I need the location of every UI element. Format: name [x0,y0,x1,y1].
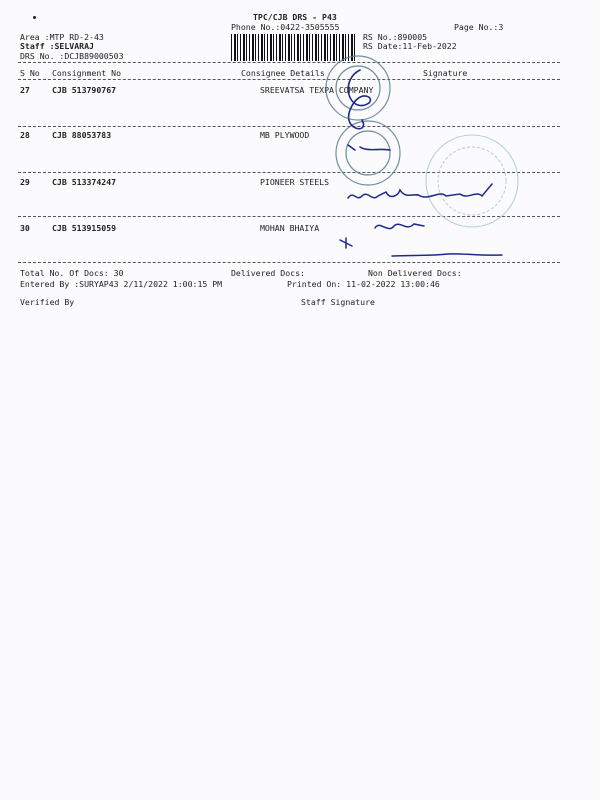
page-number: Page No.:3 [454,22,504,32]
document-title: TPC/CJB DRS - P43 [253,12,337,22]
rs-number: RS No.:890005 [363,32,428,42]
staff-signature: Staff Signature [301,297,375,307]
col-signature: Signature [423,68,468,78]
row-consignment: CJB 513374247 [52,177,117,187]
stamps-and-signatures [320,50,530,270]
staff-label: Staff :SELVARAJ [20,41,94,51]
row-consignment: CJB 88053783 [52,130,112,140]
phone-number: Phone No.:0422-3505555 [231,22,340,32]
row-sno: 29 [20,177,30,187]
entered-by: Entered By :SURYAP43 2/11/2022 1:00:15 PM [20,279,223,289]
row-consignment: CJB 513790767 [52,85,117,95]
handwritten-signature-icon [340,184,502,256]
row-sno: 28 [20,130,30,140]
printed-on: Printed On: 11-02-2022 13:00:46 [287,279,440,289]
row-sno: 30 [20,223,30,233]
row-consignee: PIONEER STEELS [260,177,330,187]
drs-number: DRS No. :DCJB89000503 [20,51,124,61]
speck [33,16,36,19]
col-consignment: Consignment No [52,68,122,78]
non-delivered-docs: Non Delivered Docs: [368,268,462,278]
col-consignee: Consignee Details [241,68,325,78]
area-label: Area :MTP RD-2-43 [20,32,104,42]
row-consignee: MOHAN BHAIYA [260,223,320,233]
row-consignee: SREEVATSA TEXPA COMPANY [260,85,374,95]
col-sno: S No [20,68,40,78]
total-docs: Total No. Of Docs: 30 [20,268,124,278]
verified-by: Verified By [20,297,75,307]
delivered-docs: Delivered Docs: [231,268,305,278]
row-sno: 27 [20,85,30,95]
delivery-stamp-icon [426,135,518,227]
row-consignee: MB PLYWOOD [260,130,310,140]
row-consignment: CJB 513915059 [52,223,117,233]
rs-date: RS Date:11-Feb-2022 [363,41,457,51]
